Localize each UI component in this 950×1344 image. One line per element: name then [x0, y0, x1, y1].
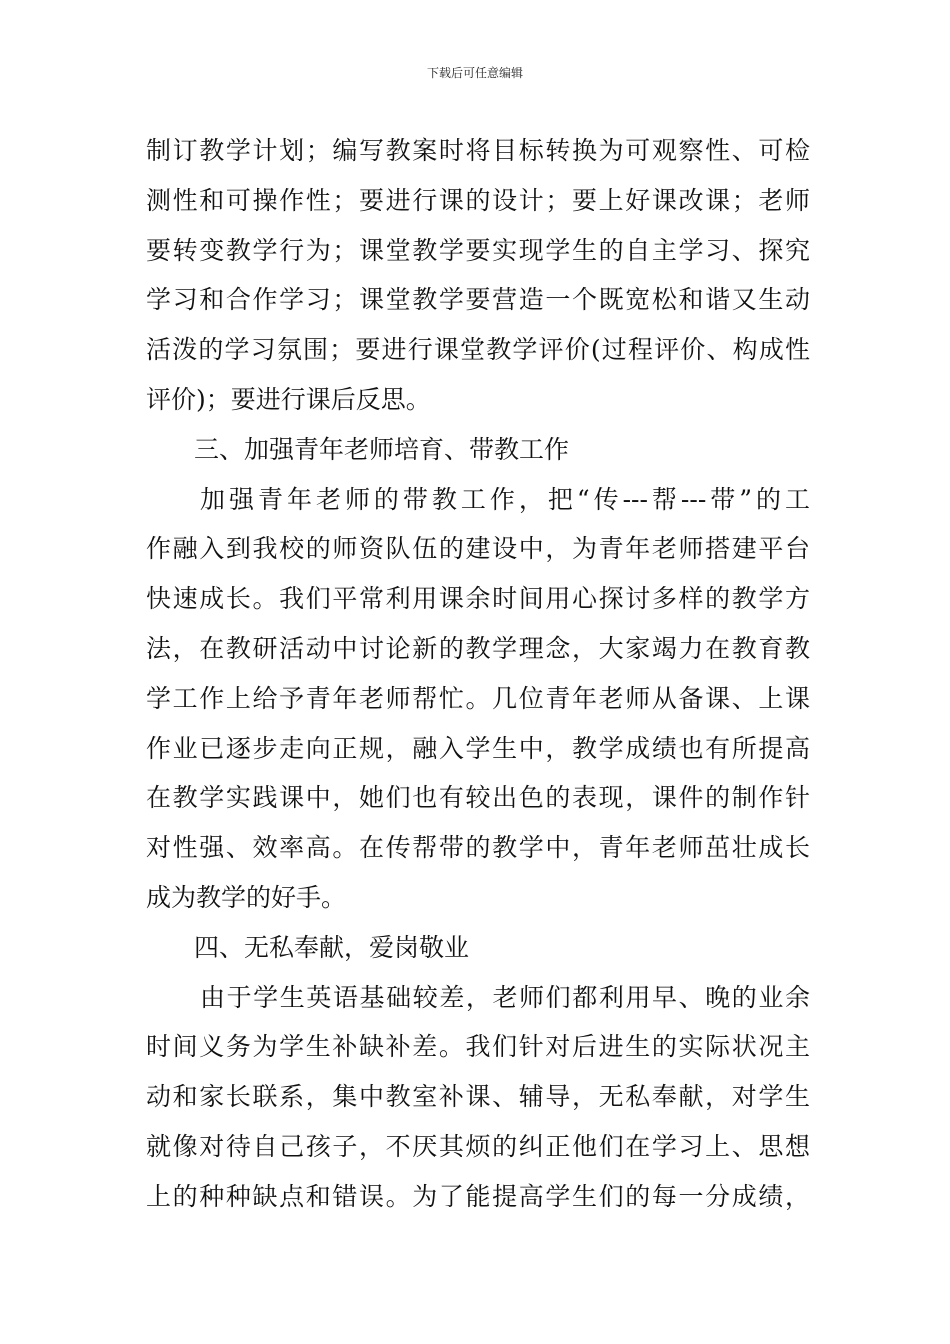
paragraph-line: 对性强、效率高。在传帮带的教学中，青年老师茁壮成长: [146, 833, 810, 863]
paragraph-line: 法，在教研活动中讨论新的教学理念，大家竭力在教育教: [146, 633, 810, 663]
paragraph-line: 快速成长。我们平常利用课余时间用心探讨多样的教学方: [146, 584, 810, 614]
paragraph-line: 时间义务为学生补缺补差。我们针对后进生的实际状况主: [146, 1032, 810, 1062]
paragraph-line: 由于学生英语基础较差，老师们都利用早、晚的业余: [200, 982, 810, 1012]
paragraph-line: 在教学实践课中，她们也有较出色的表现，课件的制作针: [146, 783, 810, 813]
paragraph-line: 成为教学的好手。: [146, 882, 347, 912]
paragraph-line: 学习和合作学习；课堂教学要营造一个既宽松和谐又生动: [146, 285, 810, 315]
paragraph-line: 作业已逐步走向正规，融入学生中，教学成绩也有所提高: [146, 733, 810, 763]
paragraph-line: 上的种种缺点和错误。为了能提高学生们的每一分成绩，: [146, 1181, 810, 1211]
paragraph-line: 就像对待自己孩子，不厌其烦的纠正他们在学习上、思想: [146, 1131, 810, 1161]
paragraph-line: 制订教学计划；编写教案时将目标转换为可观察性、可检: [146, 136, 810, 165]
paragraph-line: 要转变教学行为；课堂教学要实现学生的自主学习、探究: [146, 235, 810, 265]
paragraph-line: 活泼的学习氛围；要进行课堂教学评价(过程评价、构成性: [146, 335, 810, 365]
paragraph-line: 评价)；要进行课后反思。: [146, 384, 431, 414]
document-body: [146, 126, 810, 1222]
paragraph-line: 加强青年老师的带教工作，把“传---帮---带”的工: [200, 484, 810, 514]
section-heading: 三、加强青年老师培育、带教工作: [194, 434, 570, 464]
section-heading: 四、无私奉献，爱岗敬业: [194, 932, 470, 962]
paragraph-line: 学工作上给予青年老师帮忙。几位青年老师从备课、上课: [146, 683, 810, 713]
paragraph-line: 作融入到我校的师资队伍的建设中，为青年老师搭建平台: [146, 534, 810, 564]
paragraph-line: 测性和可操作性；要进行课的设计；要上好课改课；老师: [146, 185, 810, 215]
page-header: 下载后可任意编辑: [426, 66, 523, 80]
paragraph-line: 动和家长联系，集中教室补课、辅导，无私奉献，对学生: [146, 1082, 810, 1112]
